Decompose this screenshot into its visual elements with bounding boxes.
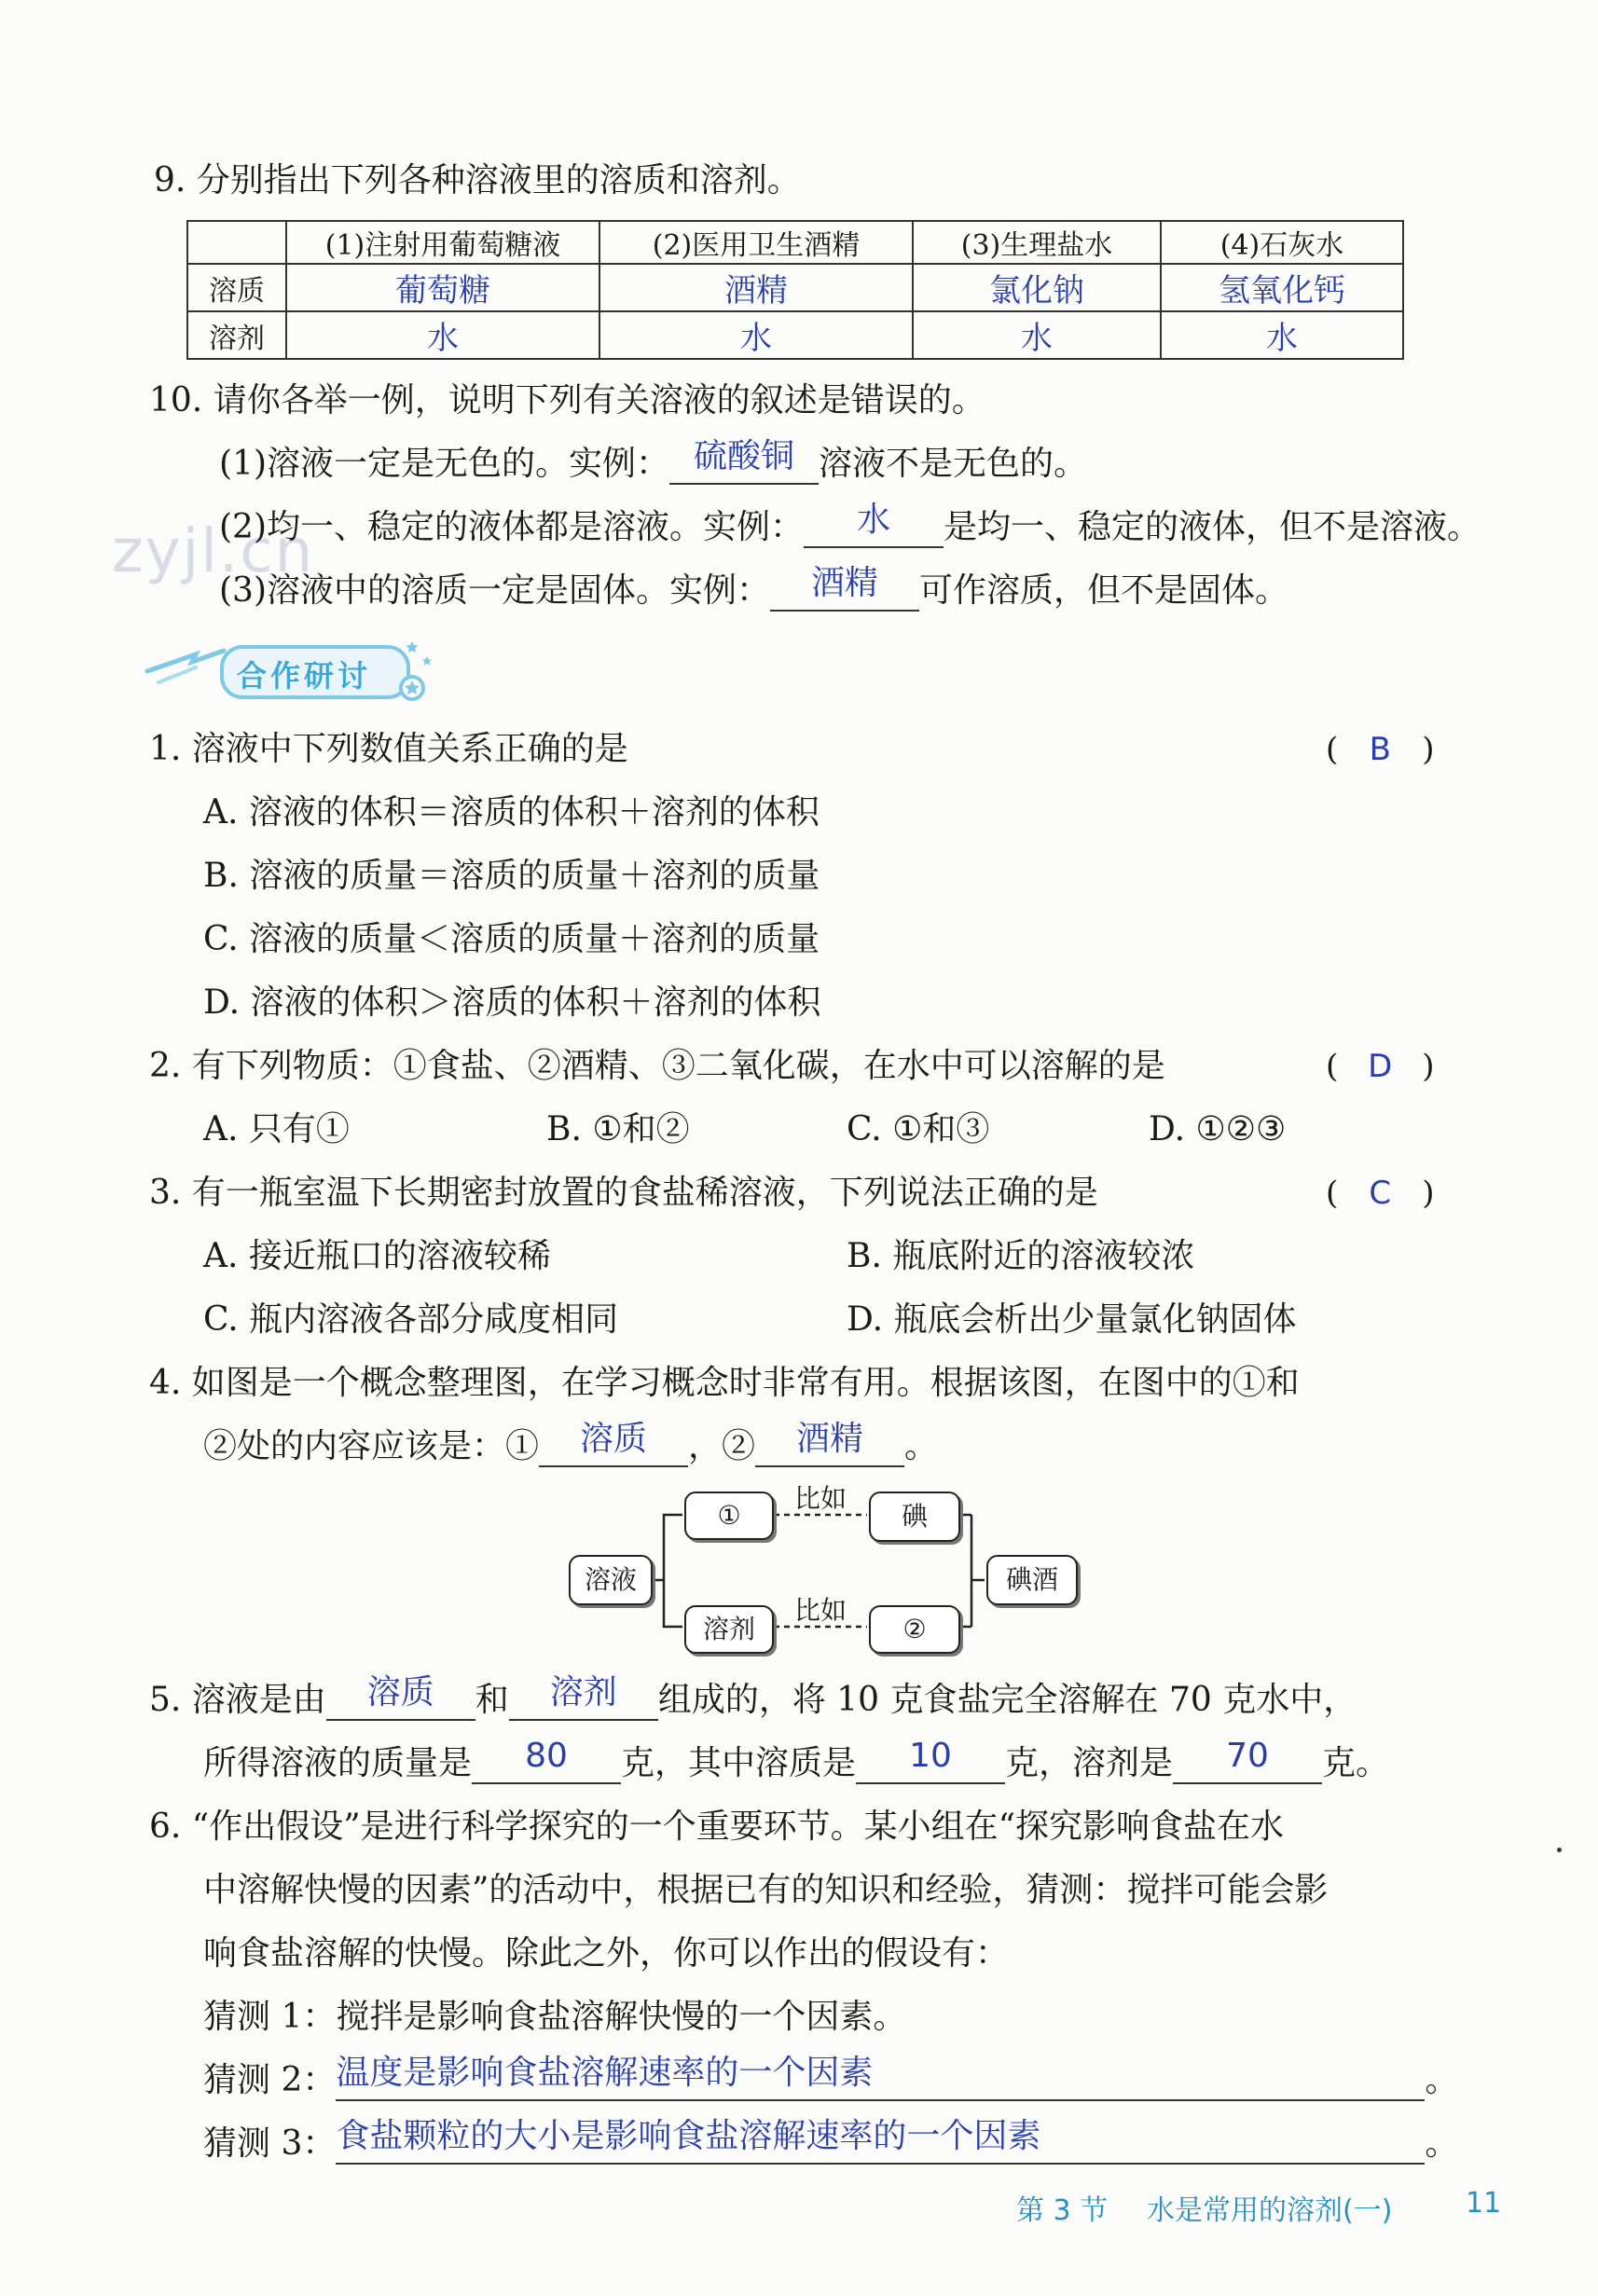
q5-text: 克，其中溶质是: [621, 1744, 857, 1782]
mc2-option-d: D. ①②③: [1149, 1110, 1287, 1148]
answer-text: 10: [909, 1737, 952, 1775]
answer-text: 溶质: [366, 1673, 434, 1712]
mc3-option-c: C. 瓶内溶液各部分咸度相同: [203, 1300, 619, 1339]
q5-line1: [149, 1673, 1357, 1723]
q5-line2: [203, 1737, 1390, 1786]
q5-text: 克。: [1322, 1744, 1390, 1782]
mc2-option-a: A. 只有①: [203, 1110, 350, 1148]
diagram-box-iodine: 碘: [869, 1492, 960, 1542]
mc1-option-d: D. 溶液的体积＞溶质的体积＋溶剂的体积: [203, 983, 821, 1022]
solute-answer: 氢氧化钙: [1161, 264, 1403, 311]
answer-text: 硫酸铜: [693, 437, 794, 475]
table-header-cell: (1)注射用葡萄糖液: [286, 221, 599, 264]
q6-guess-3: [203, 2117, 1459, 2166]
watermark: zyjl.cn: [112, 517, 315, 586]
table-header-cell: (2)医用卫生酒精: [599, 221, 913, 264]
answer-text: 温度是影响食盐溶解速率的一个因素: [336, 2054, 874, 2092]
q10-item-text: 可作溶质，但不是固体。: [919, 571, 1289, 610]
mc2-stem: 2. 有下列物质：①食盐、②酒精、③二氧化碳，在水中可以溶解的是: [149, 1047, 1165, 1085]
paren-right: ): [1422, 1048, 1435, 1085]
diagram-box-solvent: 溶剂: [684, 1605, 774, 1654]
q6-line3: 响食盐溶解的快慢。除此之外，你可以作出的假设有：: [203, 1934, 1010, 1973]
q10-stem: 10. 请你各举一例，说明下列有关溶液的叙述是错误的。: [149, 381, 985, 419]
paren-right: ): [1422, 731, 1435, 768]
solvent-answer: 水: [1161, 311, 1403, 359]
mc3-option-a: A. 接近瓶口的溶液较稀: [203, 1237, 551, 1275]
diagram-box-tincture: 碘酒: [986, 1555, 1078, 1605]
page-number: 11: [1466, 2187, 1502, 2220]
answer-text: 食盐颗粒的大小是影响食盐溶解速率的一个因素: [336, 2117, 1041, 2155]
q10-item-text: (2)均一、稳定的液体都是溶液。实例：: [219, 508, 804, 546]
q6-guess-2: [203, 2054, 1459, 2103]
q10-item-text: 是均一、稳定的液体，但不是溶液。: [944, 508, 1481, 546]
paren-left: (: [1326, 1048, 1339, 1085]
solute-answer: 葡萄糖: [286, 264, 599, 311]
answer-blank: [472, 1737, 621, 1784]
diagram-label-example: 比如: [794, 1483, 847, 1514]
q6-line2: 中溶解快慢的因素”的活动中，根据已有的知识和经验，猜测：搅拌可能会影: [203, 1871, 1329, 1909]
mc1-option-b: B. 溶液的质量＝溶质的质量＋溶剂的质量: [203, 857, 820, 895]
footer-title: 水是常用的溶剂(一): [1147, 2194, 1393, 2227]
answer-blank: [336, 2117, 1425, 2165]
q9-stem: 9. 分别指出下列各种溶液里的溶质和溶剂。: [154, 161, 801, 199]
answer-text: 酒精: [796, 1420, 864, 1458]
q4-line1: 4. 如图是一个概念整理图，在学习概念时非常有用。根据该图，在图中的①和: [149, 1364, 1300, 1402]
q6-guess-1: 猜测 1：搅拌是影响食盐溶解快慢的一个因素。: [203, 1998, 907, 2036]
mc1-stem: 1. 溶液中下列数值关系正确的是: [149, 730, 628, 768]
mc3-option-d: D. 瓶底会析出少量氯化钠固体: [847, 1300, 1297, 1339]
q5-text: 5. 溶液是由: [149, 1681, 326, 1719]
diagram-box-solution: 溶液: [569, 1555, 653, 1605]
guess-label: 猜测 2：: [203, 2061, 337, 2099]
solvent-answer: 水: [286, 311, 599, 359]
q5-text: 和: [475, 1681, 509, 1719]
diagram-label-example: 比如: [794, 1595, 847, 1626]
table-header-cell: (4)石灰水: [1161, 221, 1403, 264]
mc2-option-c: C. ①和③: [847, 1110, 990, 1148]
margin-dot: [1557, 1848, 1562, 1852]
q5-text: 克，溶剂是: [1005, 1744, 1174, 1782]
q4-text: ②处的内容应该是：①: [203, 1427, 540, 1465]
mc1-option-a: A. 溶液的体积＝溶质的体积＋溶剂的体积: [203, 793, 820, 832]
mc3-answer: C: [1369, 1175, 1392, 1212]
q10-item-text: (1)溶液一定是无色的。实例：: [219, 445, 669, 483]
answer-text: 酒精: [810, 564, 878, 602]
answer-text: 溶剂: [549, 1673, 617, 1712]
solute-answer: 酒精: [599, 264, 913, 311]
footer-section: 第 3 节: [1016, 2194, 1109, 2227]
table-header-cell: (3)生理盐水: [913, 221, 1161, 264]
answer-blank: [509, 1673, 658, 1721]
solute-answer: 氯化钠: [913, 264, 1161, 311]
answer-blank: [1173, 1737, 1322, 1784]
mc1-option-c: C. 溶液的质量＜溶质的质量＋溶剂的质量: [203, 920, 820, 958]
q6-text: 。: [1425, 2124, 1459, 2163]
answer-text: 70: [1226, 1737, 1269, 1775]
answer-blank: [856, 1737, 1005, 1784]
solvent-answer: 水: [599, 311, 913, 359]
q4-text: ，②: [688, 1427, 756, 1465]
diagram-box-blank-2: ②: [869, 1605, 960, 1654]
q4-text: 。: [904, 1427, 939, 1465]
mc2-option-b: B. ①和②: [546, 1110, 690, 1148]
answer-blank: [336, 2054, 1425, 2101]
q10-item-text: (3)溶液中的溶质一定是固体。实例：: [219, 571, 770, 610]
solvent-answer: 水: [913, 311, 1161, 359]
q6-text: 。: [1425, 2061, 1459, 2099]
diagram-box-blank-1: ①: [684, 1492, 774, 1540]
mc3-option-b: B. 瓶底附近的溶液较浓: [847, 1237, 1195, 1275]
mc1-answer: B: [1369, 731, 1391, 768]
mc3-stem: 3. 有一瓶室温下长期密封放置的食盐稀溶液，下列说法正确的是: [149, 1174, 1098, 1212]
answer-text: 溶质: [580, 1420, 648, 1458]
q5-text: 组成的，将 10 克食盐完全溶解在 70 克水中，: [657, 1681, 1357, 1719]
guess-label: 猜测 3：: [203, 2124, 337, 2163]
paren-left: (: [1326, 1175, 1339, 1212]
q6-line1: 6. “作出假设”是进行科学探究的一个重要环节。某小组在“探究影响食盐在水: [149, 1808, 1285, 1846]
q5-text: 所得溶液的质量是: [203, 1744, 473, 1782]
mc2-answer: D: [1368, 1048, 1393, 1085]
row-label-solute: 溶质: [187, 264, 286, 311]
q10-item-text: 溶液不是无色的。: [819, 445, 1088, 483]
row-label-solvent: 溶剂: [187, 311, 286, 359]
answer-text: 80: [525, 1737, 568, 1775]
answer-blank: [326, 1673, 475, 1721]
badge-text: 合作研讨: [237, 658, 372, 694]
paren-left: (: [1326, 731, 1339, 768]
paren-right: ): [1422, 1175, 1435, 1212]
answer-text: 水: [856, 501, 890, 539]
